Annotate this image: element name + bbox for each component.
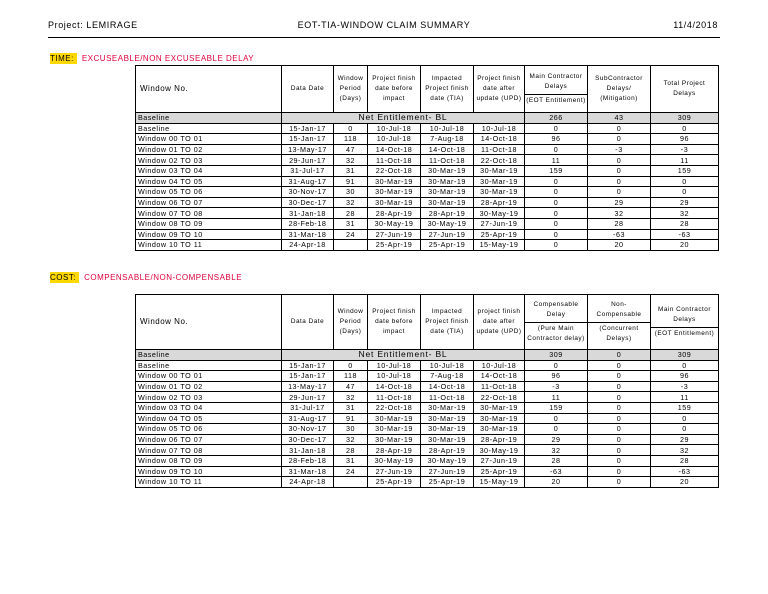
baseline-label: Baseline	[136, 350, 282, 361]
delay-2-cell: 0	[588, 434, 651, 445]
table-row	[136, 197, 719, 208]
period-cell: 118	[334, 371, 368, 382]
finish-before-cell: 14-Oct-18	[368, 381, 421, 392]
delay-1-cell: 0	[525, 218, 588, 229]
finish-after-cell: 30-Mar-19	[474, 187, 525, 198]
finish-after-cell: 22-Oct-18	[474, 155, 525, 166]
delay-1-cell: 0	[525, 176, 588, 187]
baseline-total-1: 309	[525, 350, 588, 361]
table-row	[136, 144, 719, 155]
data-date-cell: 15-Jan-17	[282, 371, 334, 382]
col-eot-entitlement-label: (EOT Entitlement)	[525, 94, 587, 106]
delay-1-cell: 0	[525, 123, 588, 134]
time-delay-table	[135, 65, 719, 251]
impacted-finish-cell: 10-Jul-18	[421, 123, 474, 134]
impacted-finish-cell: 14-Oct-18	[421, 144, 474, 155]
period-cell	[334, 477, 368, 488]
delay-2-cell: 29	[588, 197, 651, 208]
finish-before-cell: 30-Mar-19	[368, 197, 421, 208]
delay-2-cell: 0	[588, 176, 651, 187]
finish-before-cell: 30-Mar-19	[368, 176, 421, 187]
delay-2-cell: 0	[588, 424, 651, 435]
table-row	[136, 371, 719, 382]
baseline-total-2: 43	[588, 113, 651, 124]
impacted-finish-cell: 30-Mar-19	[421, 402, 474, 413]
period-cell	[334, 240, 368, 251]
delay-2-cell: 0	[588, 455, 651, 466]
impacted-finish-cell: 10-Jul-18	[421, 360, 474, 371]
period-cell: 31	[334, 455, 368, 466]
impacted-finish-cell: 7-Aug-18	[421, 371, 474, 382]
table-row	[136, 240, 719, 251]
finish-before-cell: 30-Mar-19	[368, 434, 421, 445]
window-cell: Window 02 TO 03	[136, 155, 282, 166]
cost-section-description: COMPENSABLE/NON-COMPENSABLE	[84, 273, 243, 282]
table-row	[136, 392, 719, 403]
delay-3-cell: 0	[651, 424, 719, 435]
finish-after-cell: 14-Oct-18	[474, 371, 525, 382]
data-date-cell: 15-Jan-17	[282, 123, 334, 134]
period-cell: 0	[334, 123, 368, 134]
delay-1-cell: 20	[525, 477, 588, 488]
period-cell: 31	[334, 165, 368, 176]
col-main-contractor-delays-label: Main Contractor Delays	[658, 306, 711, 323]
col-compensable-delay-label: Compensable Delay	[533, 301, 579, 318]
period-cell: 32	[334, 392, 368, 403]
delay-2-cell: 0	[588, 123, 651, 134]
finish-before-cell: 30-May-19	[368, 218, 421, 229]
window-cell: Window 10 TO 11	[136, 240, 282, 251]
net-entitlement-label: Net Entitlement- BL	[282, 350, 525, 361]
data-date-cell: 28-Feb-18	[282, 455, 334, 466]
baseline-total-3: 309	[651, 350, 719, 361]
time-section-description: EXCUSEABLE/NON EXCUSEABLE DELAY	[81, 54, 255, 63]
data-date-cell: 31-Aug-17	[282, 413, 334, 424]
period-cell: 32	[334, 155, 368, 166]
delay-3-cell: 29	[651, 197, 719, 208]
delay-1-cell: 28	[525, 455, 588, 466]
finish-before-cell: 10-Jul-18	[368, 371, 421, 382]
delay-3-cell: 96	[651, 371, 719, 382]
impacted-finish-cell: 30-May-19	[421, 455, 474, 466]
finish-before-cell: 30-Mar-19	[368, 187, 421, 198]
delay-1-cell: 0	[525, 229, 588, 240]
col-finish-after-update: project finish date after update (UPD)	[474, 295, 525, 350]
delay-2-cell: 0	[588, 413, 651, 424]
finish-after-cell: 11-Oct-18	[474, 144, 525, 155]
net-entitlement-label: Net Entitlement- BL	[282, 113, 525, 124]
delay-3-cell: 20	[651, 477, 719, 488]
window-cell: Window 06 TO 07	[136, 434, 282, 445]
table-row	[136, 434, 719, 445]
impacted-finish-cell: 30-Mar-19	[421, 176, 474, 187]
finish-after-cell: 30-May-19	[474, 208, 525, 219]
finish-after-cell: 30-Mar-19	[474, 165, 525, 176]
finish-before-cell: 11-Oct-18	[368, 392, 421, 403]
col-total-project-delays: Total Project Delays	[651, 66, 719, 113]
window-cell: Window 05 TO 06	[136, 187, 282, 198]
finish-after-cell: 10-Jul-18	[474, 123, 525, 134]
col-data-date: Data Date	[282, 66, 334, 113]
cost-section-tag: COST:	[50, 272, 79, 283]
impacted-finish-cell: 27-Jun-19	[421, 466, 474, 477]
delay-3-cell: 96	[651, 134, 719, 145]
delay-1-cell: -63	[525, 466, 588, 477]
time-table-body	[136, 123, 719, 250]
table-row	[136, 218, 719, 229]
delay-1-cell: 0	[525, 360, 588, 371]
window-cell: Window 07 TO 08	[136, 208, 282, 219]
finish-after-cell: 28-Apr-19	[474, 434, 525, 445]
delay-2-cell: 0	[588, 165, 651, 176]
period-cell: 47	[334, 381, 368, 392]
delay-2-cell: 0	[588, 371, 651, 382]
delay-3-cell: 20	[651, 240, 719, 251]
table-row	[136, 208, 719, 219]
data-date-cell: 13-May-17	[282, 381, 334, 392]
data-date-cell: 13-May-17	[282, 144, 334, 155]
delay-2-cell: 0	[588, 134, 651, 145]
cost-section-heading	[50, 273, 242, 282]
delay-2-cell: 0	[588, 155, 651, 166]
impacted-finish-cell: 30-Mar-19	[421, 187, 474, 198]
impacted-finish-cell: 27-Jun-19	[421, 229, 474, 240]
delay-2-cell: 0	[588, 360, 651, 371]
data-date-cell: 31-Aug-17	[282, 176, 334, 187]
impacted-finish-cell: 11-Oct-18	[421, 155, 474, 166]
table-row	[136, 413, 719, 424]
period-cell: 28	[334, 445, 368, 456]
window-cell: Window 08 TO 09	[136, 218, 282, 229]
table-row	[136, 176, 719, 187]
project-name: Project: LEMIRAGE	[48, 20, 138, 30]
period-cell: 118	[334, 134, 368, 145]
delay-3-cell: 28	[651, 455, 719, 466]
delay-3-cell: 11	[651, 155, 719, 166]
delay-3-cell: 0	[651, 123, 719, 134]
delay-2-cell: 20	[588, 240, 651, 251]
col-impacted-finish: Impacted Project finish date (TIA)	[421, 66, 474, 113]
time-section-heading	[50, 54, 254, 63]
finish-after-cell: 25-Apr-19	[474, 229, 525, 240]
table-row	[136, 123, 719, 134]
delay-2-cell: 0	[588, 477, 651, 488]
finish-after-cell: 30-May-19	[474, 445, 525, 456]
delay-2-cell: 0	[588, 381, 651, 392]
data-date-cell: 24-Apr-18	[282, 240, 334, 251]
period-cell: 91	[334, 413, 368, 424]
finish-before-cell: 27-Jun-19	[368, 466, 421, 477]
delay-2-cell: 32	[588, 208, 651, 219]
delay-3-cell: 0	[651, 176, 719, 187]
baseline-summary-row	[136, 113, 719, 124]
finish-after-cell: 14-Oct-18	[474, 134, 525, 145]
finish-before-cell: 25-Apr-19	[368, 240, 421, 251]
window-cell: Window 02 TO 03	[136, 392, 282, 403]
impacted-finish-cell: 25-Apr-19	[421, 240, 474, 251]
period-cell: 30	[334, 424, 368, 435]
finish-after-cell: 30-Mar-19	[474, 413, 525, 424]
table-row	[136, 134, 719, 145]
delay-3-cell: 0	[651, 413, 719, 424]
col-compensable-delay	[525, 295, 588, 350]
window-cell: Window 00 TO 01	[136, 371, 282, 382]
window-cell: Window 04 TO 05	[136, 176, 282, 187]
table-row	[136, 455, 719, 466]
finish-after-cell: 22-Oct-18	[474, 392, 525, 403]
finish-before-cell: 25-Apr-19	[368, 477, 421, 488]
data-date-cell: 31-Jul-17	[282, 402, 334, 413]
data-date-cell: 31-Jan-18	[282, 445, 334, 456]
table-row	[136, 477, 719, 488]
header-divider	[48, 37, 720, 38]
data-date-cell: 30-Dec-17	[282, 434, 334, 445]
table-row	[136, 229, 719, 240]
delay-1-cell: 29	[525, 434, 588, 445]
window-cell: Window 06 TO 07	[136, 197, 282, 208]
table-row	[136, 360, 719, 371]
delay-3-cell: 29	[651, 434, 719, 445]
finish-after-cell: 25-Apr-19	[474, 466, 525, 477]
delay-3-cell: 0	[651, 187, 719, 198]
window-cell: Baseline	[136, 123, 282, 134]
finish-before-cell: 22-Oct-18	[368, 165, 421, 176]
delay-2-cell: 28	[588, 218, 651, 229]
data-date-cell: 31-Mar-18	[282, 229, 334, 240]
period-cell: 28	[334, 208, 368, 219]
data-date-cell: 30-Dec-17	[282, 197, 334, 208]
col-main-contractor-delays	[651, 295, 719, 350]
table-row	[136, 381, 719, 392]
delay-3-cell: 28	[651, 218, 719, 229]
finish-before-cell: 30-Mar-19	[368, 424, 421, 435]
data-date-cell: 31-Mar-18	[282, 466, 334, 477]
window-cell: Window 04 TO 05	[136, 413, 282, 424]
col-finish-before-impact: Project finish date before impact	[368, 295, 421, 350]
finish-before-cell: 22-Oct-18	[368, 402, 421, 413]
col-main-contractor-delays-label: Main Contractor Delays	[529, 73, 583, 90]
col-pure-main-contractor-label: (Pure Main Contractor delay)	[525, 322, 587, 344]
finish-after-cell: 28-Apr-19	[474, 197, 525, 208]
col-subcontractor-delays: SubContractor Delays/ (Mitigation)	[588, 66, 651, 113]
delay-1-cell: 0	[525, 187, 588, 198]
finish-after-cell: 10-Jul-18	[474, 360, 525, 371]
impacted-finish-cell: 30-Mar-19	[421, 413, 474, 424]
period-cell: 24	[334, 229, 368, 240]
data-date-cell: 30-Nov-17	[282, 187, 334, 198]
delay-2-cell: 0	[588, 187, 651, 198]
delay-1-cell: 0	[525, 424, 588, 435]
impacted-finish-cell: 7-Aug-18	[421, 134, 474, 145]
finish-after-cell: 27-Jun-19	[474, 218, 525, 229]
impacted-finish-cell: 30-Mar-19	[421, 434, 474, 445]
impacted-finish-cell: 14-Oct-18	[421, 381, 474, 392]
delay-1-cell: -3	[525, 381, 588, 392]
table-row	[136, 445, 719, 456]
window-cell: Window 07 TO 08	[136, 445, 282, 456]
window-cell: Window 01 TO 02	[136, 144, 282, 155]
window-cell: Window 08 TO 09	[136, 455, 282, 466]
delay-1-cell: 0	[525, 144, 588, 155]
delay-1-cell: 96	[525, 371, 588, 382]
finish-before-cell: 11-Oct-18	[368, 155, 421, 166]
cost-table-header-row	[136, 295, 719, 350]
delay-1-cell: 96	[525, 134, 588, 145]
data-date-cell: 24-Apr-18	[282, 477, 334, 488]
time-table-header-row	[136, 66, 719, 113]
delay-2-cell: -3	[588, 144, 651, 155]
delay-2-cell: 0	[588, 445, 651, 456]
delay-3-cell: 159	[651, 165, 719, 176]
impacted-finish-cell: 25-Apr-19	[421, 477, 474, 488]
finish-after-cell: 15-May-19	[474, 240, 525, 251]
delay-1-cell: 0	[525, 413, 588, 424]
finish-after-cell: 27-Jun-19	[474, 455, 525, 466]
cost-delay-table	[135, 294, 719, 488]
col-impacted-finish: Impacted Project finish date (TIA)	[421, 295, 474, 350]
delay-3-cell: 11	[651, 392, 719, 403]
col-data-date: Data Date	[282, 295, 334, 350]
finish-after-cell: 11-Oct-18	[474, 381, 525, 392]
window-cell: Window 09 TO 10	[136, 466, 282, 477]
delay-3-cell: 32	[651, 445, 719, 456]
baseline-total-3: 309	[651, 113, 719, 124]
impacted-finish-cell: 11-Oct-18	[421, 392, 474, 403]
impacted-finish-cell: 28-Apr-19	[421, 208, 474, 219]
cost-table-body	[136, 360, 719, 487]
col-concurrent-delays-label: (Concurrent Delays)	[588, 322, 650, 344]
delay-2-cell: -63	[588, 229, 651, 240]
table-row	[136, 402, 719, 413]
report-date: 11/4/2018	[673, 20, 718, 30]
delay-1-cell: 32	[525, 445, 588, 456]
period-cell: 91	[334, 176, 368, 187]
delay-3-cell: 32	[651, 208, 719, 219]
col-eot-entitlement-label: (EOT Entitlement)	[651, 327, 718, 339]
baseline-total-1: 266	[525, 113, 588, 124]
finish-before-cell: 27-Jun-19	[368, 229, 421, 240]
table-row	[136, 165, 719, 176]
data-date-cell: 15-Jan-17	[282, 360, 334, 371]
finish-before-cell: 30-Mar-19	[368, 413, 421, 424]
finish-before-cell: 28-Apr-19	[368, 445, 421, 456]
data-date-cell: 15-Jan-17	[282, 134, 334, 145]
col-finish-after-update: Project finish date after update (UPD)	[474, 66, 525, 113]
finish-before-cell: 10-Jul-18	[368, 134, 421, 145]
col-window-period: Window Period (Days)	[334, 66, 368, 113]
col-non-compensable-label: Non-Compensable	[596, 301, 642, 318]
delay-2-cell: 0	[588, 466, 651, 477]
finish-before-cell: 30-May-19	[368, 455, 421, 466]
delay-3-cell: -3	[651, 144, 719, 155]
data-date-cell: 31-Jul-17	[282, 165, 334, 176]
delay-3-cell: -3	[651, 381, 719, 392]
baseline-total-2: 0	[588, 350, 651, 361]
delay-2-cell: 0	[588, 402, 651, 413]
table-row	[136, 155, 719, 166]
delay-1-cell: 11	[525, 155, 588, 166]
table-row	[136, 466, 719, 477]
impacted-finish-cell: 30-May-19	[421, 218, 474, 229]
col-non-compensable	[588, 295, 651, 350]
finish-before-cell: 10-Jul-18	[368, 123, 421, 134]
impacted-finish-cell: 30-Mar-19	[421, 424, 474, 435]
delay-3-cell: 0	[651, 360, 719, 371]
window-cell: Window 01 TO 02	[136, 381, 282, 392]
window-cell: Window 00 TO 01	[136, 134, 282, 145]
window-cell: Window 03 TO 04	[136, 402, 282, 413]
period-cell: 47	[334, 144, 368, 155]
window-cell: Baseline	[136, 360, 282, 371]
impacted-finish-cell: 30-Mar-19	[421, 197, 474, 208]
delay-3-cell: -63	[651, 229, 719, 240]
period-cell: 32	[334, 197, 368, 208]
time-section-tag: TIME:	[50, 53, 77, 64]
period-cell: 30	[334, 187, 368, 198]
col-main-contractor-delays	[525, 66, 588, 113]
col-window-no: Window No.	[136, 66, 282, 113]
col-window-period: Window Period (Days)	[334, 295, 368, 350]
finish-before-cell: 14-Oct-18	[368, 144, 421, 155]
window-cell: Window 05 TO 06	[136, 424, 282, 435]
data-date-cell: 31-Jan-18	[282, 208, 334, 219]
finish-after-cell: 15-May-19	[474, 477, 525, 488]
data-date-cell: 29-Jun-17	[282, 392, 334, 403]
delay-2-cell: 0	[588, 392, 651, 403]
window-cell: Window 03 TO 04	[136, 165, 282, 176]
period-cell: 31	[334, 402, 368, 413]
window-cell: Window 09 TO 10	[136, 229, 282, 240]
report-title: EOT-TIA-WINDOW CLAIM SUMMARY	[297, 20, 471, 30]
delay-1-cell: 0	[525, 240, 588, 251]
finish-before-cell: 28-Apr-19	[368, 208, 421, 219]
baseline-summary-row	[136, 350, 719, 361]
window-cell: Window 10 TO 11	[136, 477, 282, 488]
period-cell: 24	[334, 466, 368, 477]
table-row	[136, 424, 719, 435]
data-date-cell: 28-Feb-18	[282, 218, 334, 229]
delay-1-cell: 159	[525, 402, 588, 413]
period-cell: 31	[334, 218, 368, 229]
period-cell: 0	[334, 360, 368, 371]
table-row	[136, 187, 719, 198]
impacted-finish-cell: 30-Mar-19	[421, 165, 474, 176]
delay-3-cell: 159	[651, 402, 719, 413]
delay-1-cell: 0	[525, 208, 588, 219]
delay-1-cell: 11	[525, 392, 588, 403]
finish-after-cell: 30-Mar-19	[474, 402, 525, 413]
col-finish-before-impact: Project finish date before impact	[368, 66, 421, 113]
col-window-no: Window No.	[136, 295, 282, 350]
data-date-cell: 30-Nov-17	[282, 424, 334, 435]
data-date-cell: 29-Jun-17	[282, 155, 334, 166]
baseline-label: Baseline	[136, 113, 282, 124]
period-cell: 32	[334, 434, 368, 445]
finish-after-cell: 30-Mar-19	[474, 176, 525, 187]
delay-1-cell: 0	[525, 197, 588, 208]
finish-before-cell: 10-Jul-18	[368, 360, 421, 371]
delay-1-cell: 159	[525, 165, 588, 176]
impacted-finish-cell: 28-Apr-19	[421, 445, 474, 456]
finish-after-cell: 30-Mar-19	[474, 424, 525, 435]
delay-3-cell: -63	[651, 466, 719, 477]
